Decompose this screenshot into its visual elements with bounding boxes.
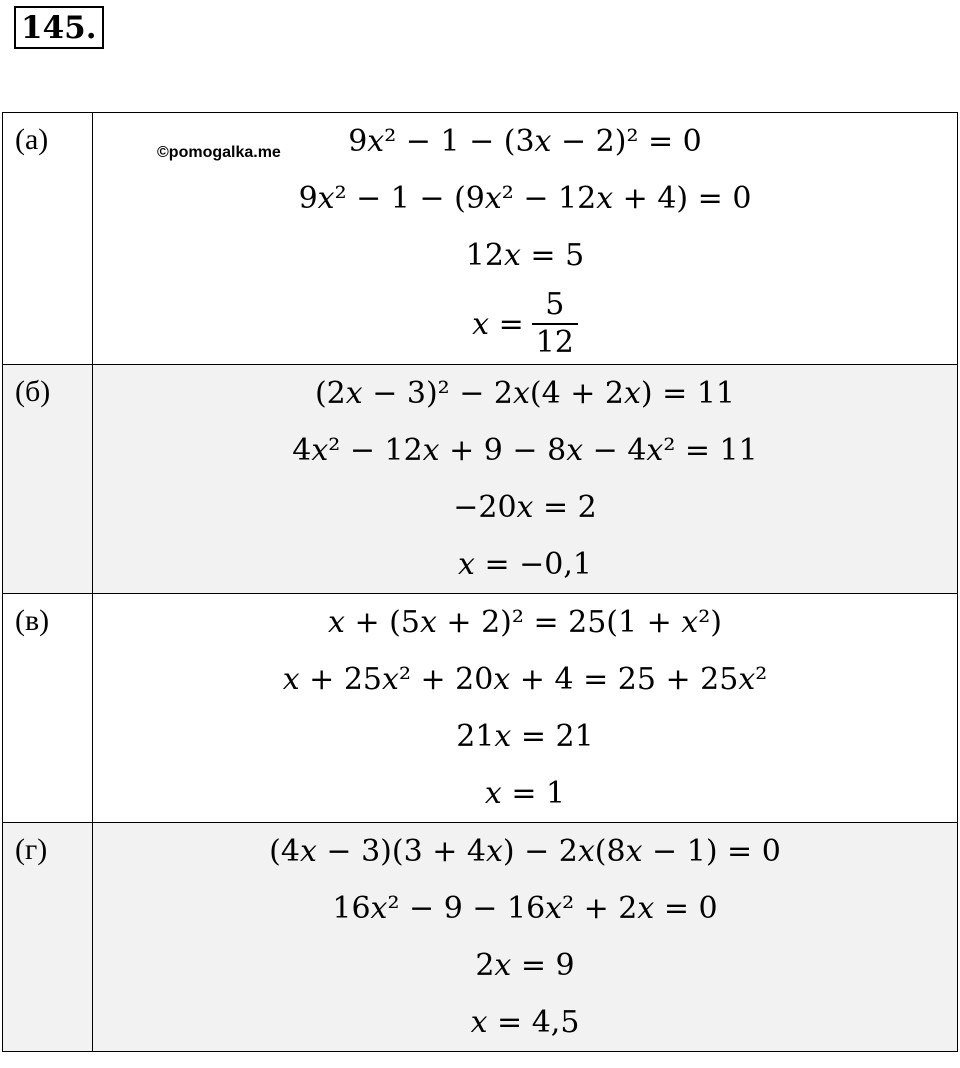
answer-line-fraction bbox=[93, 284, 957, 364]
equation-cell-v bbox=[93, 594, 958, 823]
row-label-v: (в) bbox=[3, 594, 93, 823]
fraction-numerator: 5 bbox=[545, 287, 565, 322]
equation-line: −20𝑥 = 2 bbox=[453, 490, 597, 525]
equation-line: 𝑥 = 1 bbox=[484, 776, 566, 811]
equation-line: 2𝑥 = 9 bbox=[475, 948, 575, 983]
equation-line: 12𝑥 = 5 bbox=[465, 238, 585, 273]
equation-line: 𝑥 + 25𝑥² + 20𝑥 + 4 = 25 + 25𝑥² bbox=[282, 662, 768, 697]
row-v bbox=[3, 594, 958, 823]
row-a bbox=[3, 113, 958, 365]
equation-line: 𝑥 = 4,5 bbox=[470, 1005, 580, 1040]
solutions-table bbox=[2, 112, 958, 1052]
row-label-b: (б) bbox=[3, 365, 93, 594]
row-label-g: (г) bbox=[3, 823, 93, 1052]
equation-line: 𝑥 = −0,1 bbox=[458, 547, 592, 582]
row-b bbox=[3, 365, 958, 594]
equation-line: 4𝑥² − 12𝑥 + 9 − 8𝑥 − 4𝑥² = 11 bbox=[292, 433, 758, 468]
equation-line: 16𝑥² − 9 − 16𝑥² + 2𝑥 = 0 bbox=[332, 891, 718, 926]
watermark: ©pomogalka.me bbox=[157, 144, 281, 161]
equation-line: 9𝑥² − 1 − (3𝑥 − 2)² = 0 bbox=[348, 124, 702, 159]
row-label-a: (а) bbox=[3, 113, 93, 365]
equation-cell-b bbox=[93, 365, 958, 594]
task-number: 145. bbox=[14, 6, 104, 49]
equation-line: 9𝑥² − 1 − (9𝑥² − 12𝑥 + 4) = 0 bbox=[298, 181, 752, 216]
equation-line: 21𝑥 = 21 bbox=[456, 719, 594, 754]
equation-cell-a bbox=[93, 113, 958, 365]
equation-line: (4𝑥 − 3)(3 + 4𝑥) − 2𝑥(8𝑥 − 1) = 0 bbox=[269, 834, 781, 869]
row-g bbox=[3, 823, 958, 1052]
equation-line: (2𝑥 − 3)² − 2𝑥(4 + 2𝑥) = 11 bbox=[314, 376, 736, 411]
answer-prefix: 𝑥 = bbox=[472, 306, 524, 342]
equation-cell-g bbox=[93, 823, 958, 1052]
equation-line: 𝑥 + (5𝑥 + 2)² = 25(1 + 𝑥²) bbox=[328, 605, 722, 640]
fraction bbox=[532, 289, 578, 359]
fraction-denominator: 12 bbox=[532, 323, 578, 359]
